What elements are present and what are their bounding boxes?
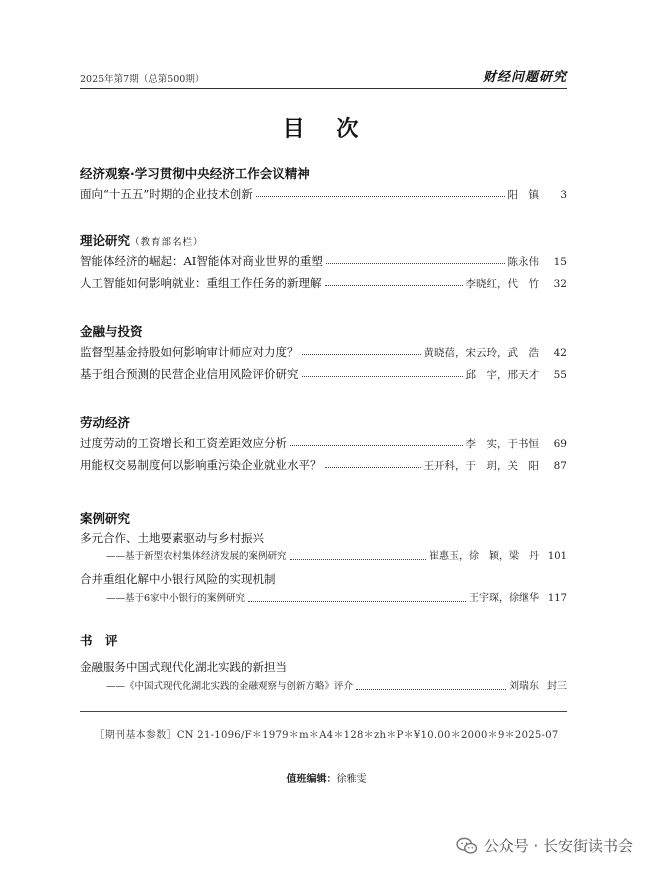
toc-subentry[interactable] bbox=[80, 548, 567, 566]
entry-page: 32 bbox=[553, 278, 567, 290]
entry-title: 基于组合预测的民营企业信用风险评价研究 bbox=[80, 367, 299, 381]
toc-entry[interactable] bbox=[80, 341, 567, 363]
entry-title: 人工智能如何影响就业：重组工作任务的新理解 bbox=[80, 276, 322, 290]
toc-entry[interactable] bbox=[80, 432, 567, 454]
section-title: 案例研究 bbox=[80, 511, 131, 526]
editor-name: 徐雅雯 bbox=[336, 774, 367, 785]
toc-section bbox=[80, 232, 567, 294]
entry-title: 过度劳动的工资增长和工资差距效应分析 bbox=[80, 436, 287, 450]
entry-title: 面向“十五五”时期的企业技术创新 bbox=[80, 187, 253, 201]
toc-section bbox=[80, 323, 567, 385]
entry-author: 崔惠玉，徐 颖，梁 丹 bbox=[429, 551, 539, 562]
toc-entry[interactable] bbox=[80, 656, 567, 678]
leader-dots bbox=[290, 445, 463, 446]
entry-author: 阳 镇 bbox=[507, 189, 539, 201]
entry-title: 用能权交易制度何以影响重污染企业就业水平？ bbox=[80, 458, 322, 472]
entry-page: 55 bbox=[553, 369, 567, 381]
entry-subtitle: ——《中国式现代化湖北实践的金融观察与创新方略》评介 bbox=[106, 681, 354, 692]
toc-entry[interactable] bbox=[80, 250, 567, 272]
leader-dots bbox=[256, 196, 505, 197]
toc-section bbox=[80, 632, 567, 696]
section-note: （教育部名栏） bbox=[130, 237, 204, 248]
leader-dots bbox=[325, 285, 463, 286]
entry-author: 李晓红，代 竹 bbox=[465, 278, 539, 290]
entry-page: 15 bbox=[553, 256, 567, 268]
toc-entry[interactable] bbox=[80, 363, 567, 385]
entry-page: 117 bbox=[547, 593, 567, 604]
leader-dots bbox=[248, 601, 466, 602]
entry-author: 王宇琛，徐继华 bbox=[469, 593, 539, 604]
section-title: 书 评 bbox=[80, 633, 118, 648]
entry-author: 王开科，于 玥，关 阳 bbox=[423, 460, 539, 472]
watermark-text: 公众号 · 长安街读书会 bbox=[483, 837, 633, 855]
entry-page: 69 bbox=[553, 438, 567, 450]
toc-entry[interactable] bbox=[80, 454, 567, 476]
wechat-icon bbox=[456, 837, 478, 855]
section-title: 金融与投资 bbox=[80, 324, 143, 339]
entry-page: 101 bbox=[547, 551, 567, 562]
entry-title: 合并重组化解中小银行风险的实现机制 bbox=[80, 572, 276, 586]
toc-entry[interactable] bbox=[80, 528, 567, 548]
leader-dots bbox=[290, 559, 426, 560]
entry-title: 金融服务中国式现代化湖北实践的新担当 bbox=[80, 660, 287, 674]
toc-entry[interactable] bbox=[80, 272, 567, 294]
journal-parameters: ［期刊基本参数］CN 21-1096/F＊1979＊m＊A4＊128＊zh＊P＊¥10.00＊2000＊9＊2025-07 bbox=[94, 730, 559, 741]
toc-entry[interactable] bbox=[80, 183, 567, 205]
editor-label: 值班编辑： bbox=[286, 774, 337, 785]
section-title: 理论研究（教育部名栏） bbox=[80, 233, 204, 248]
leader-dots bbox=[302, 354, 421, 355]
entry-subtitle: ——基于6家中小银行的案例研究 bbox=[106, 593, 246, 604]
wechat-watermark bbox=[456, 835, 633, 856]
entry-title: 监督型基金持股如何影响审计师应对力度？ bbox=[80, 345, 299, 359]
entry-page: 87 bbox=[553, 460, 567, 472]
leader-dots bbox=[325, 467, 421, 468]
leader-dots bbox=[326, 263, 505, 264]
toc-title: 目 次 bbox=[282, 117, 371, 142]
entry-author: 陈永伟 bbox=[507, 256, 539, 268]
duty-editor bbox=[0, 770, 653, 785]
section-title: 经济观察·学习贯彻中央经济工作会议精神 bbox=[80, 166, 310, 181]
toc-section bbox=[80, 510, 567, 608]
toc-section bbox=[80, 165, 567, 205]
leader-dots bbox=[302, 376, 463, 377]
entry-title: 智能体经济的崛起：AI智能体对商业世界的重塑 bbox=[80, 254, 323, 268]
toc-section bbox=[80, 414, 567, 476]
entry-page: 3 bbox=[560, 189, 567, 201]
section-title: 劳动经济 bbox=[80, 415, 131, 430]
toc-subentry[interactable] bbox=[80, 678, 567, 696]
footer-divider bbox=[80, 711, 567, 712]
issue-number: 2025年第7期（总第500期） bbox=[80, 74, 205, 85]
entry-title: 多元合作、土地要素驱动与乡村振兴 bbox=[80, 531, 264, 545]
entry-author: 李 实，于书恒 bbox=[465, 438, 539, 450]
entry-page: 42 bbox=[553, 347, 567, 359]
entry-subtitle: ——基于新型农村集体经济发展的案例研究 bbox=[106, 551, 287, 562]
entry-page: 封三 bbox=[547, 681, 567, 692]
toc-entry[interactable] bbox=[80, 568, 567, 590]
page-header bbox=[80, 66, 567, 89]
entry-author: 刘瑞东 bbox=[509, 681, 539, 692]
toc-subentry[interactable] bbox=[80, 590, 567, 608]
journal-logo: 财经问题研究 bbox=[482, 70, 567, 85]
entry-author: 邱 宇，邢天才 bbox=[465, 369, 539, 381]
leader-dots bbox=[356, 689, 506, 690]
entry-author: 黄晓蓓，宋云玲，武 浩 bbox=[423, 347, 539, 359]
